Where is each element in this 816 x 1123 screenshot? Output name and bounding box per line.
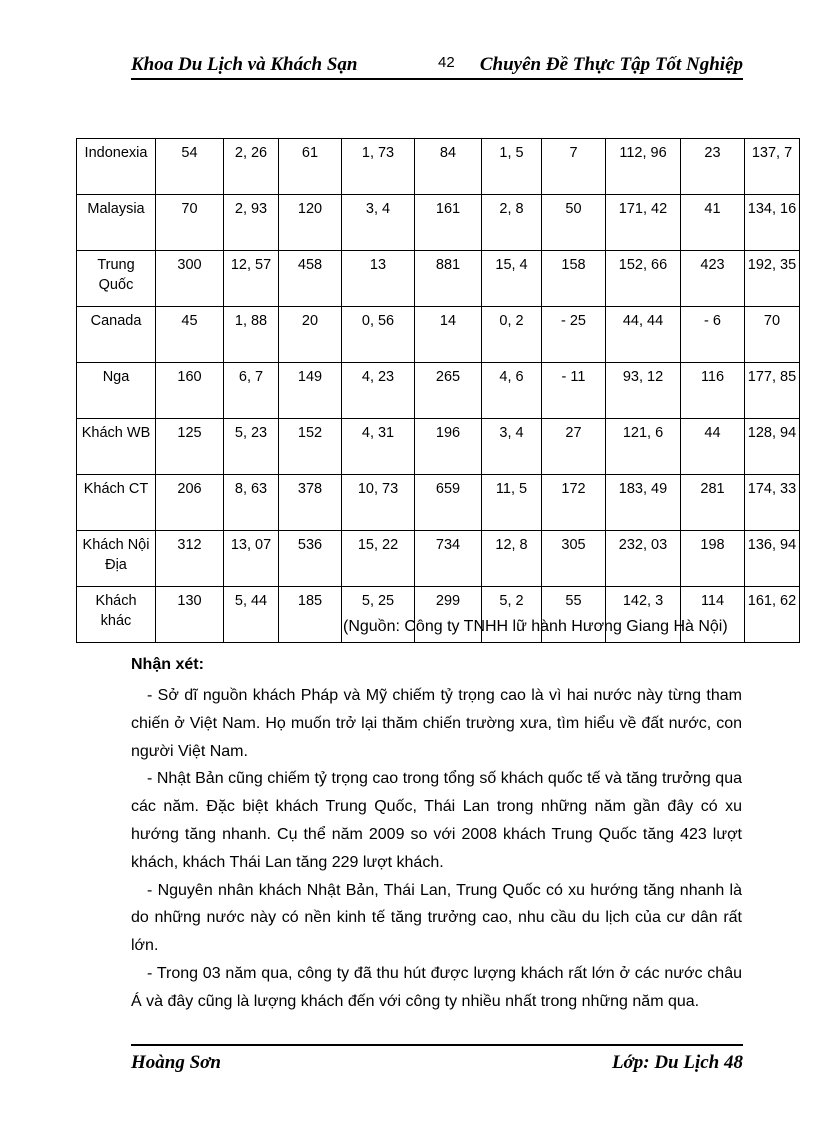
row-label-cell: Khách Nội Địa (77, 531, 156, 587)
row-label-cell: Canada (77, 307, 156, 363)
table-cell: 1, 73 (342, 139, 415, 195)
header-faculty: Khoa Du Lịch và Khách Sạn (131, 54, 358, 75)
table-row (77, 531, 800, 587)
table-row (77, 195, 800, 251)
table-cell: 44 (681, 419, 745, 475)
table-cell: 299 (415, 587, 482, 643)
table-cell: 196 (415, 419, 482, 475)
table-cell: 134, 16 (745, 195, 800, 251)
table-cell: 149 (279, 363, 342, 419)
table-cell: 0, 56 (342, 307, 415, 363)
table-cell: 20 (279, 307, 342, 363)
table-cell: 458 (279, 251, 342, 307)
table-cell: 734 (415, 531, 482, 587)
table-cell: 4, 6 (482, 363, 542, 419)
table-cell: 5, 23 (224, 419, 279, 475)
table-cell: 312 (156, 531, 224, 587)
table-cell: 8, 63 (224, 475, 279, 531)
table-cell: 185 (279, 587, 342, 643)
table-cell: 11, 5 (482, 475, 542, 531)
table-cell: 14 (415, 307, 482, 363)
table-cell: 15, 4 (482, 251, 542, 307)
table-cell: 198 (681, 531, 745, 587)
table-cell: 12, 57 (224, 251, 279, 307)
table-row (77, 475, 800, 531)
table-cell: 70 (156, 195, 224, 251)
table-cell: 1, 5 (482, 139, 542, 195)
table-cell: 183, 49 (606, 475, 681, 531)
table-cell: 5, 25 (342, 587, 415, 643)
table-cell: 305 (542, 531, 606, 587)
table-cell: 4, 23 (342, 363, 415, 419)
table-cell: 128, 94 (745, 419, 800, 475)
table-cell: 300 (156, 251, 224, 307)
header-title: Chuyên Đề Thực Tập Tốt Nghiệp (479, 54, 743, 75)
table-cell: 659 (415, 475, 482, 531)
table-cell: 142, 3 (606, 587, 681, 643)
table-source: (Nguồn: Công ty TNHH lữ hành Hương Giang Hà Nội) (343, 618, 728, 635)
table-cell: 161, 62 (745, 587, 800, 643)
table-cell: - 11 (542, 363, 606, 419)
table-cell: - 6 (681, 307, 745, 363)
footer-author: Hoàng Sơn (131, 1052, 221, 1073)
table-cell: 84 (415, 139, 482, 195)
table-row (77, 307, 800, 363)
table-cell: 2, 8 (482, 195, 542, 251)
table-cell: 172 (542, 475, 606, 531)
table-cell: 10, 73 (342, 475, 415, 531)
table-cell: 881 (415, 251, 482, 307)
remark-paragraph: - Sở dĩ nguồn khách Pháp và Mỹ chiếm tỷ trọng cao là vì hai nước này từng tham chiến ở Việt Nam. Họ muốn trở lại thăm chiến trường xưa, tìm hiểu về đất nước, con người Việt Nam. (131, 687, 742, 760)
table-cell: 44, 44 (606, 307, 681, 363)
table-body (77, 139, 800, 643)
remark-paragraph: - Trong 03 năm qua, công ty đã thu hút được lượng khách rất lớn ở các nước châu Á và đây cũng là lượng khách đến với công ty nhiều nhất trong những năm qua. (131, 964, 742, 1010)
table-cell: 7 (542, 139, 606, 195)
table-cell: 3, 4 (342, 195, 415, 251)
table-cell: 136, 94 (745, 531, 800, 587)
table-cell: 54 (156, 139, 224, 195)
table-cell: 2, 26 (224, 139, 279, 195)
row-label-cell: Khách WB (77, 419, 156, 475)
row-label-cell: Trung Quốc (77, 251, 156, 307)
table-cell: 281 (681, 475, 745, 531)
table-cell: 121, 6 (606, 419, 681, 475)
table-cell: 378 (279, 475, 342, 531)
table-cell: 160 (156, 363, 224, 419)
remarks-body (131, 682, 742, 1016)
table-cell: 4, 31 (342, 419, 415, 475)
row-label-cell: Nga (77, 363, 156, 419)
table-cell: - 25 (542, 307, 606, 363)
table-cell: 232, 03 (606, 531, 681, 587)
table-cell: 3, 4 (482, 419, 542, 475)
table-cell: 171, 42 (606, 195, 681, 251)
table-cell: 70 (745, 307, 800, 363)
page-footer (131, 1044, 743, 1076)
remark-paragraph: - Nguyên nhân khách Nhật Bản, Thái Lan, Trung Quốc có xu hướng tăng nhanh là do những nước này có nền kinh tế tăng trưởng cao, nhu cầu du lịch của cư dân rất lớn. (131, 881, 742, 955)
table-cell: 158 (542, 251, 606, 307)
table-row (77, 139, 800, 195)
table-cell: 13 (342, 251, 415, 307)
table-cell: 50 (542, 195, 606, 251)
table-cell: 2, 93 (224, 195, 279, 251)
table-row (77, 363, 800, 419)
table-cell: 112, 96 (606, 139, 681, 195)
table-cell: 5, 44 (224, 587, 279, 643)
footer-class: Lớp: Du Lịch 48 (611, 1052, 743, 1073)
table-cell: 174, 33 (745, 475, 800, 531)
table-cell: 12, 8 (482, 531, 542, 587)
row-label-cell: Khách khác (77, 587, 156, 643)
table-cell: 41 (681, 195, 745, 251)
table-cell: 265 (415, 363, 482, 419)
table-cell: 120 (279, 195, 342, 251)
table-cell: 13, 07 (224, 531, 279, 587)
table-cell: 1, 88 (224, 307, 279, 363)
table-cell: 177, 85 (745, 363, 800, 419)
table-row (77, 251, 800, 307)
remarks-title: Nhận xét: (131, 656, 204, 673)
table-cell: 0, 2 (482, 307, 542, 363)
page-number: 42 (438, 54, 455, 71)
table-cell: 152 (279, 419, 342, 475)
table-cell: 125 (156, 419, 224, 475)
table-cell: 423 (681, 251, 745, 307)
table-cell: 206 (156, 475, 224, 531)
table-cell: 45 (156, 307, 224, 363)
table-cell: 192, 35 (745, 251, 800, 307)
table-cell: 6, 7 (224, 363, 279, 419)
row-label-cell: Indonexia (77, 139, 156, 195)
table-cell: 536 (279, 531, 342, 587)
table-cell: 114 (681, 587, 745, 643)
table-row (77, 419, 800, 475)
table-cell: 137, 7 (745, 139, 800, 195)
table-cell: 130 (156, 587, 224, 643)
table-cell: 23 (681, 139, 745, 195)
remark-paragraph: - Nhật Bản cũng chiếm tỷ trọng cao trong tổng số khách quốc tế và tăng trưởng qua các năm. Đặc biệt khách Trung Quốc, Thái Lan trong những năm gần đây có xu hướng tăng nhanh. Cụ thể năm 2009 so với 2008 khách Trung Quốc tăng 423 lượt khách, khách Thái Lan tăng 229 lượt khách. (131, 770, 742, 871)
table-cell: 55 (542, 587, 606, 643)
table-cell: 27 (542, 419, 606, 475)
table-cell: 116 (681, 363, 745, 419)
table-cell: 161 (415, 195, 482, 251)
table-cell: 5, 2 (482, 587, 542, 643)
tourist-statistics-table (76, 138, 800, 643)
row-label-cell: Khách CT (77, 475, 156, 531)
row-label-cell: Malaysia (77, 195, 156, 251)
page-header (131, 52, 743, 80)
table-cell: 61 (279, 139, 342, 195)
table-cell: 93, 12 (606, 363, 681, 419)
table-cell: 152, 66 (606, 251, 681, 307)
table-cell: 15, 22 (342, 531, 415, 587)
